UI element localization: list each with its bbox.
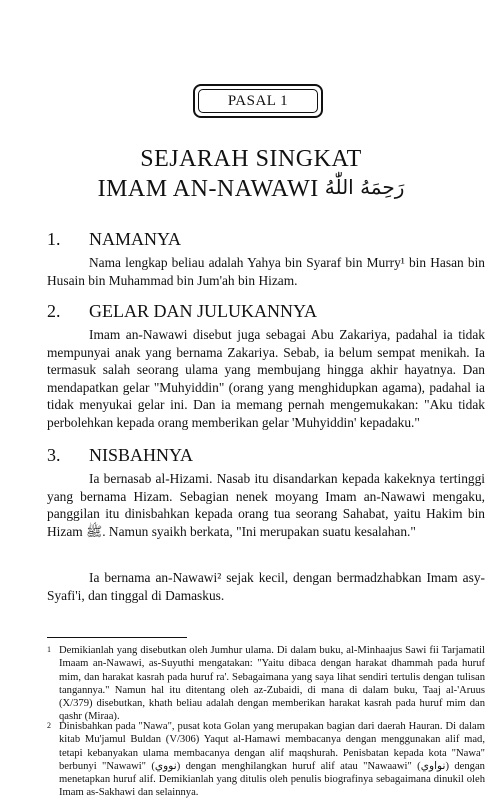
footnote-number: 2 — [47, 721, 51, 730]
chapter-label-frame — [193, 84, 323, 118]
section-heading — [47, 229, 181, 250]
footnote-number: 1 — [47, 645, 51, 654]
footnote — [47, 644, 485, 724]
section-heading — [47, 445, 193, 466]
footnote-text: Dinisbahkan pada "Nawa", pusat kota Golan yang merupakan bagian dari daerah Hauran. Di dalam kitab Mu'jamul Buldan (V/306) Yaqut al-Hamawi membacanya dengan menggunakan alif mad, tetapi kebanyakan ulama membacanya dengan alif maqshurah. Penisbatan kepada kota "Nawa" berbunyi "Nawawi" (نووي) dengan menghilangkan huruf alif atau "Nawaawi" (نواوي) dengan menetapkan huruf alif. Demikianlah yang ditulis oleh penulis biografinya sebagaimana dinukil oleh Imam as-Sakhawi dan selainnya. — [59, 721, 485, 799]
section-number: 2. — [47, 301, 61, 321]
chapter-label: PASAL 1 — [198, 89, 318, 113]
section-paragraph: Imam an-Nawawi disebut juga sebagai Abu Zakariya, padahal ia tidak mempunyai anak yang bernama Zakariya. Sebab, ia belum sempat menikah. Ia termasuk salah seorang ulama yang membujang hingga akhir hayatnya. Dan mendapatkan gelar "Muhyiddin" (orang yang menghidupkan agama), padahal ia tidak menyukai gelar ini. Dan ia memang pernah mengemukakan: "Aku tidak perbolehkan kepada orang memberikan gelar 'Muhyiddin' kepadaku." — [47, 327, 485, 430]
section-heading — [47, 301, 317, 322]
section-title: NAMANYA — [89, 229, 182, 249]
footnote-divider — [47, 637, 187, 638]
chapter-title-line-1: SEJARAH SINGKAT — [140, 146, 362, 172]
section-title: GELAR DAN JULUKANNYA — [89, 301, 317, 321]
section-title: NISBAHNYA — [89, 445, 194, 465]
chapter-title-line-2 — [0, 175, 502, 203]
chapter-title-text: IMAM AN-NAWAWI — [97, 176, 319, 202]
footnote — [47, 720, 485, 800]
footnote-text: Demikianlah yang disebutkan oleh Jumhur ulama. Di dalam buku, al-Minhaajus Sawi fii Tarjamatil Imaam an-Nawawi, as-Suyuthi mengatakan: "Yaitu dibaca dengan harakat dhammah pada huruf mim, dan harakat kasrah pada huruf ra'. Sebagaimana yang saya lihat sendiri tertulis dengan tulisan tangannya." Namun hal itu ditentang oleh az-Zubaidi, di mana di dalam buku, Taaj al-'Aruus (X/379) disebutkan, khath beliau adalah dengan memberikan harakat kasrah pada huruf mim dan qashr (Miraa). — [59, 645, 485, 723]
section-paragraph: Ia bernasab al-Hizami. Nasab itu disandarkan kepada kakeknya tertinggi yang bernama Hizam. Sebagian nenek moyang Imam an-Nawawi mengaku, panggilan itu dinisbahkan kepada orang tua seorang Sahabat, yaitu Hakim bin Hizam ﷺ. Namun syaikh berkata, "Ini merupakan suatu kesalahan." — [47, 471, 485, 539]
section-number: 1. — [47, 229, 61, 249]
section-paragraph: Nama lengkap beliau adalah Yahya bin Syaraf bin Murry¹ bin Hasan bin Husain bin Muhammad bin Jum'ah bin Hizam. — [47, 255, 485, 288]
honorific-calligraphy: رَحِمَهُ اللّٰهُ — [324, 175, 405, 199]
section-paragraph: Ia bernama an-Nawawi² sejak kecil, dengan bermadzhabkan Imam asy-Syafi'i, dan tinggal di Damaskus. — [47, 570, 485, 603]
section-number: 3. — [47, 445, 61, 465]
